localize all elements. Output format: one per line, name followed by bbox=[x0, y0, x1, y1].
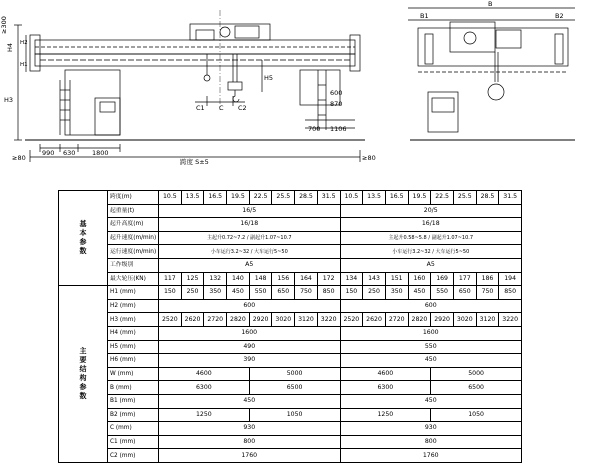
table-cell: 10.5 bbox=[340, 191, 363, 205]
table-cell: 250 bbox=[181, 286, 204, 300]
dim-label: 630 bbox=[63, 149, 76, 157]
table-cell: 2820 bbox=[408, 313, 431, 327]
row-label: C (mm) bbox=[108, 422, 159, 436]
table-cell: 450 bbox=[227, 286, 250, 300]
table-cell: 2520 bbox=[340, 313, 363, 327]
table-cell: 小车运行3.2~32 / 大车运行5~50 bbox=[159, 245, 341, 259]
main-hook-side bbox=[488, 84, 504, 100]
table-cell: 117 bbox=[159, 272, 182, 286]
dim-label: 870 bbox=[330, 100, 343, 108]
row-label: H3 (mm) bbox=[108, 313, 159, 327]
table-cell: 6300 bbox=[159, 381, 250, 395]
table-cell: 150 bbox=[159, 286, 182, 300]
table-cell: 250 bbox=[363, 286, 386, 300]
dim-label: B2 bbox=[555, 12, 564, 20]
row-label: H6 (mm) bbox=[108, 354, 159, 368]
table-cell: 350 bbox=[385, 286, 408, 300]
table-cell: 140 bbox=[227, 272, 250, 286]
row-label: 跨度(m) bbox=[108, 191, 159, 205]
dim-label: ≥300 bbox=[0, 16, 8, 34]
table-cell: 490 bbox=[159, 340, 341, 354]
table-cell: 1250 bbox=[159, 408, 250, 422]
table-cell: 125 bbox=[181, 272, 204, 286]
table-cell: 650 bbox=[453, 286, 476, 300]
dim-label: ≥80 bbox=[362, 154, 376, 162]
table-cell: 3020 bbox=[272, 313, 295, 327]
table-row bbox=[59, 218, 522, 232]
table-cell: 750 bbox=[295, 286, 318, 300]
table-cell: 143 bbox=[363, 272, 386, 286]
table-row bbox=[59, 245, 522, 259]
table-cell: 20/5 bbox=[340, 204, 522, 218]
table-cell: 25.5 bbox=[453, 191, 476, 205]
table-cell: 1050 bbox=[431, 408, 522, 422]
table-cell: 172 bbox=[317, 272, 340, 286]
dim-label: B1 bbox=[420, 12, 429, 20]
table-row bbox=[59, 422, 522, 436]
dim-label: 1800 bbox=[92, 149, 109, 157]
row-label: B2 (mm) bbox=[108, 408, 159, 422]
table-cell: 13.5 bbox=[181, 191, 204, 205]
crane-drawing bbox=[0, 0, 610, 180]
table-row bbox=[59, 408, 522, 422]
table-cell: 850 bbox=[317, 286, 340, 300]
dim-label: H3 bbox=[4, 96, 14, 104]
table-cell: 550 bbox=[431, 286, 454, 300]
trolley-side bbox=[450, 22, 495, 52]
table-cell: 6300 bbox=[340, 381, 431, 395]
dim-label: C bbox=[219, 104, 224, 112]
table-cell: 19.5 bbox=[408, 191, 431, 205]
dim-label: H1 bbox=[20, 62, 28, 68]
row-label: 起升速度(m/min) bbox=[108, 231, 159, 245]
table-row bbox=[59, 258, 522, 272]
table-cell: 2720 bbox=[204, 313, 227, 327]
table-cell: 164 bbox=[295, 272, 318, 286]
table-cell: 1050 bbox=[249, 408, 340, 422]
section-label: 基本参数 bbox=[59, 191, 108, 286]
table-cell: 2620 bbox=[181, 313, 204, 327]
dim-label: ≥80 bbox=[12, 154, 26, 162]
table-cell: 16/5 bbox=[159, 204, 341, 218]
ladder-right bbox=[318, 70, 326, 130]
table-cell: 10.5 bbox=[159, 191, 182, 205]
table-row bbox=[59, 340, 522, 354]
table-cell: 600 bbox=[159, 299, 341, 313]
dim-label: H4 bbox=[6, 42, 14, 52]
table-cell: 450 bbox=[159, 394, 341, 408]
table-cell: 16.5 bbox=[204, 191, 227, 205]
dim-label: C1 bbox=[196, 104, 205, 112]
row-label: H2 (mm) bbox=[108, 299, 159, 313]
table-cell: 28.5 bbox=[295, 191, 318, 205]
dim-label: 990 bbox=[42, 149, 55, 157]
table-cell: 151 bbox=[385, 272, 408, 286]
row-label: 工作级别 bbox=[108, 258, 159, 272]
row-label: H4 (mm) bbox=[108, 326, 159, 340]
table-cell: A5 bbox=[340, 258, 522, 272]
table-row bbox=[59, 286, 522, 300]
table-cell: 6500 bbox=[249, 381, 340, 395]
table-cell: 22.5 bbox=[249, 191, 272, 205]
table-cell: 25.5 bbox=[272, 191, 295, 205]
table-cell: 31.5 bbox=[317, 191, 340, 205]
table-cell: 450 bbox=[340, 394, 522, 408]
table-cell: 小车运行3.2~32 / 大车运行5~50 bbox=[340, 245, 522, 259]
table-cell: 3120 bbox=[476, 313, 499, 327]
front-view bbox=[14, 10, 365, 162]
table-cell: 2620 bbox=[363, 313, 386, 327]
table-cell: 156 bbox=[272, 272, 295, 286]
table-cell: 3220 bbox=[499, 313, 522, 327]
table-cell: 28.5 bbox=[476, 191, 499, 205]
table-cell: 3120 bbox=[295, 313, 318, 327]
row-label: W (mm) bbox=[108, 367, 159, 381]
table-cell: 5000 bbox=[249, 367, 340, 381]
dim-label: H2 bbox=[20, 40, 28, 46]
table-row bbox=[59, 394, 522, 408]
table-row bbox=[59, 191, 522, 205]
table-cell: 186 bbox=[476, 272, 499, 286]
dim-label: 700 bbox=[308, 125, 321, 133]
table-cell: 4600 bbox=[159, 367, 250, 381]
table-cell: 31.5 bbox=[499, 191, 522, 205]
table-cell: 2820 bbox=[227, 313, 250, 327]
table-cell: 6500 bbox=[431, 381, 522, 395]
table-cell: 1600 bbox=[159, 326, 341, 340]
table-cell: 930 bbox=[159, 422, 341, 436]
table-cell: 750 bbox=[476, 286, 499, 300]
table-row bbox=[59, 449, 522, 463]
table-cell: 177 bbox=[453, 272, 476, 286]
table-cell: 主起升0.72~7.2 / 副起升1.07~10.7 bbox=[159, 231, 341, 245]
row-label: H5 (mm) bbox=[108, 340, 159, 354]
row-label: 最大轮压(KN) bbox=[108, 272, 159, 286]
table-cell: 2520 bbox=[159, 313, 182, 327]
row-label: C2 (mm) bbox=[108, 449, 159, 463]
table-cell: 350 bbox=[204, 286, 227, 300]
table-cell: 132 bbox=[204, 272, 227, 286]
spec-table bbox=[58, 190, 522, 463]
table-cell: 160 bbox=[408, 272, 431, 286]
table-cell: 3020 bbox=[453, 313, 476, 327]
table-row bbox=[59, 435, 522, 449]
operator-cab bbox=[65, 70, 120, 135]
table-row bbox=[59, 231, 522, 245]
row-label: B1 (mm) bbox=[108, 394, 159, 408]
table-cell: 800 bbox=[159, 435, 341, 449]
table-cell: 169 bbox=[431, 272, 454, 286]
table-cell: 1250 bbox=[340, 408, 431, 422]
row-label: C1 (mm) bbox=[108, 435, 159, 449]
dim-label: 600 bbox=[330, 89, 343, 97]
table-cell: 3220 bbox=[317, 313, 340, 327]
table-cell: 800 bbox=[340, 435, 522, 449]
table-cell: A5 bbox=[159, 258, 341, 272]
dim-label: C2 bbox=[238, 104, 247, 112]
row-label: 运行速度(m/min) bbox=[108, 245, 159, 259]
table-cell: 16.5 bbox=[385, 191, 408, 205]
table-row bbox=[59, 313, 522, 327]
table-cell: 550 bbox=[340, 340, 522, 354]
dim-label: B bbox=[488, 0, 493, 8]
table-cell: 450 bbox=[340, 354, 522, 368]
table-cell: 650 bbox=[272, 286, 295, 300]
table-cell: 1600 bbox=[340, 326, 522, 340]
table-cell: 150 bbox=[340, 286, 363, 300]
table-cell: 390 bbox=[159, 354, 341, 368]
table-row bbox=[59, 204, 522, 218]
table-row bbox=[59, 381, 522, 395]
table-cell: 148 bbox=[249, 272, 272, 286]
row-label: H1 (mm) bbox=[108, 286, 159, 300]
row-label: 起升高度(m) bbox=[108, 218, 159, 232]
table-cell: 850 bbox=[499, 286, 522, 300]
table-row bbox=[59, 272, 522, 286]
span-label: 跨度 S±5 bbox=[180, 158, 209, 166]
table-cell: 134 bbox=[340, 272, 363, 286]
side-view bbox=[408, 8, 575, 140]
table-cell: 13.5 bbox=[363, 191, 386, 205]
table-cell: 主起升0.58~5.8 / 副起升1.07~10.7 bbox=[340, 231, 522, 245]
table-row bbox=[59, 326, 522, 340]
table-cell: 1760 bbox=[159, 449, 341, 463]
table-cell: 4600 bbox=[340, 367, 431, 381]
table-cell: 2720 bbox=[385, 313, 408, 327]
table-cell: 1760 bbox=[340, 449, 522, 463]
dim-label: H5 bbox=[264, 74, 274, 82]
table-cell: 550 bbox=[249, 286, 272, 300]
table-cell: 5000 bbox=[431, 367, 522, 381]
table-cell: 22.5 bbox=[431, 191, 454, 205]
row-label: 起重量(t) bbox=[108, 204, 159, 218]
section-label: 主要结构参数 bbox=[59, 286, 108, 463]
table-row bbox=[59, 367, 522, 381]
table-cell: 19.5 bbox=[227, 191, 250, 205]
table-cell: 2920 bbox=[431, 313, 454, 327]
table-row bbox=[59, 354, 522, 368]
table-cell: 16/18 bbox=[159, 218, 341, 232]
dim-label: 1106 bbox=[330, 125, 347, 133]
table-row bbox=[59, 299, 522, 313]
table-cell: 450 bbox=[408, 286, 431, 300]
row-label: B (mm) bbox=[108, 381, 159, 395]
table-cell: 2920 bbox=[249, 313, 272, 327]
table-cell: 930 bbox=[340, 422, 522, 436]
aux-hook bbox=[204, 75, 210, 81]
table-cell: 194 bbox=[499, 272, 522, 286]
table-cell: 600 bbox=[340, 299, 522, 313]
main-hook-block bbox=[228, 82, 242, 90]
table-cell: 16/18 bbox=[340, 218, 522, 232]
